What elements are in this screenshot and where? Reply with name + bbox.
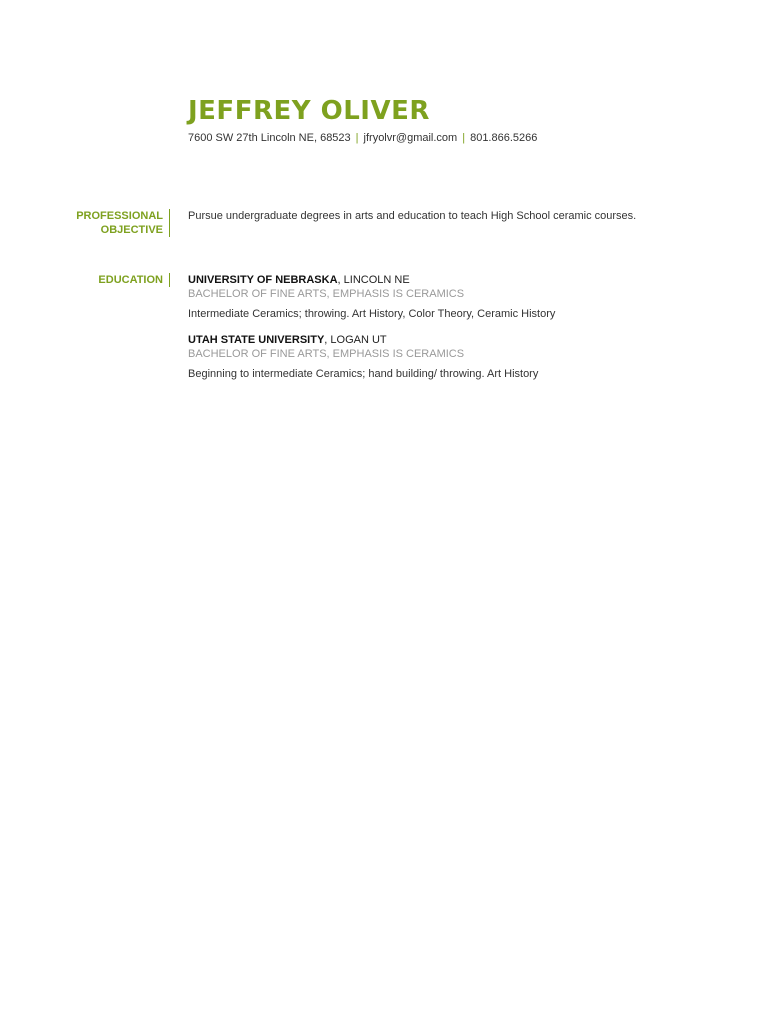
section-label-line: PROFESSIONAL <box>76 210 163 222</box>
address: 7600 SW 27th Lincoln NE, 68523 <box>188 132 351 144</box>
contact-line <box>188 132 537 144</box>
person-name: JEFFREY OLIVER <box>188 96 430 126</box>
courses: Intermediate Ceramics; throwing. Art History, Color Theory, Ceramic History <box>188 308 556 320</box>
phone: 801.866.5266 <box>470 132 538 144</box>
email: jfryolvr@gmail.com <box>363 132 458 144</box>
resume-header <box>188 96 537 144</box>
degree: BACHELOR OF FINE ARTS, EMPHASIS IS CERAMICS <box>188 348 465 360</box>
separator: | <box>355 132 359 144</box>
section-body <box>188 273 658 381</box>
degree: BACHELOR OF FINE ARTS, EMPHASIS IS CERAMICS <box>188 288 465 300</box>
courses: Beginning to intermediate Ceramics; hand building/ throwing. Art History <box>188 368 539 380</box>
section-label-line: OBJECTIVE <box>100 224 163 236</box>
section-label <box>43 209 170 237</box>
section-label: EDUCATION <box>43 273 170 287</box>
school-entry <box>188 273 658 321</box>
section-body <box>188 209 658 223</box>
separator: | <box>462 132 466 144</box>
objective-text: Pursue undergraduate degrees in arts and education to teach High School ceramic courses. <box>188 210 637 222</box>
school-entry <box>188 333 658 381</box>
school-location: , LINCOLN NE <box>337 274 410 286</box>
school-location: , LOGAN UT <box>324 334 387 346</box>
school-name: UNIVERSITY OF NEBRASKA <box>188 274 338 286</box>
school-name: UTAH STATE UNIVERSITY <box>188 334 325 346</box>
